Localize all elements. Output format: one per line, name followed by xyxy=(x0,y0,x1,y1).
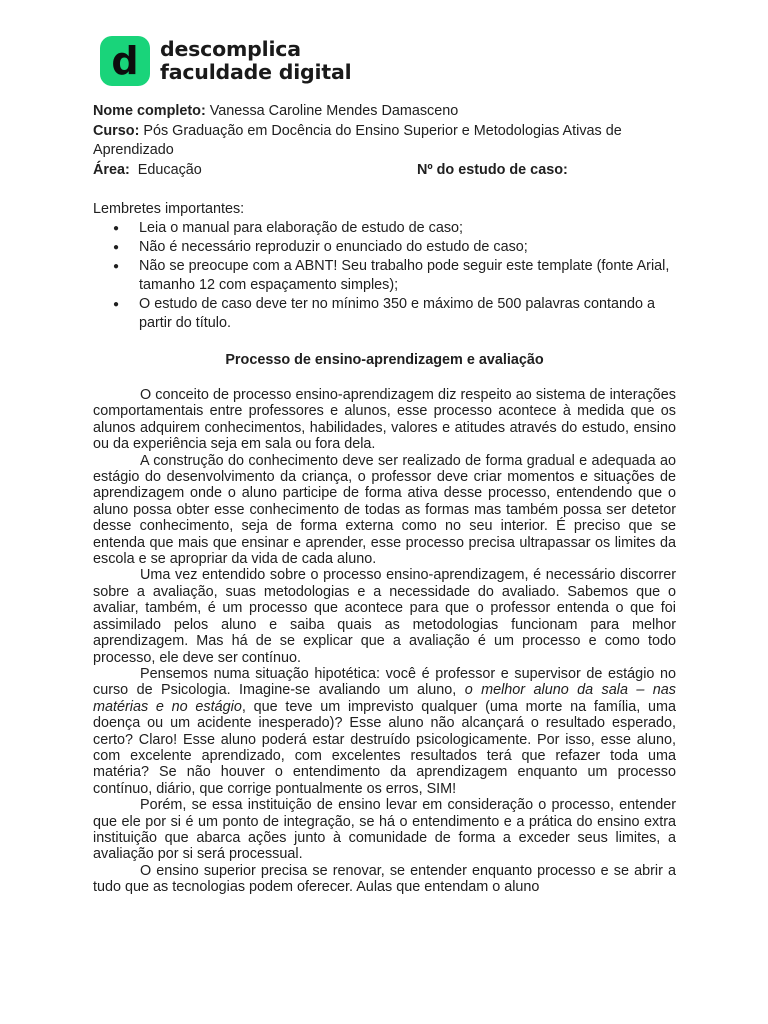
course-label: Curso: xyxy=(93,122,140,139)
case-number-field xyxy=(417,161,568,181)
paragraph-italic-text: o melhor aluno da sala – nas matérias e no estágio xyxy=(93,682,676,715)
paragraph: A construção do conhecimento deve ser realizado de forma gradual e adequada ao estágio do desenvolvimento da criança, o professor deve criar momentos e situações de aprendizagem onde o aluno participe de forma ativa desse processo, entendendo que o aluno possa obter esse conhecimento de todas as formas mas também possa ser detetor desse conhecimento, seja de forma externa como no seu interior. É preciso que se entenda que mais que ensinar e aprender, esse processo precisa ultrapassar os limites da escola e se apropriar da vida de cada aluno. xyxy=(93,452,676,568)
paragraph: O conceito de processo ensino-aprendizagem diz respeito ao sistema de interações comportamentais entre professores e alunos, esse processo acontece à medida que os alunos adquirem conhecimentos, habilidades, valores e atitudes através do estudo, ensino ou da experiência seja em sala ou fora dela. xyxy=(93,387,676,453)
reminder-item: ● Não é necessário reproduzir o enunciado do estudo de caso; xyxy=(113,238,676,257)
name-field xyxy=(93,102,676,122)
logo-line-2: faculdade digital xyxy=(160,60,352,84)
section-title: Processo de ensino-aprendizagem e avaliação xyxy=(225,352,544,368)
logo-mark-letter: d xyxy=(111,39,139,83)
area-label: Área: xyxy=(93,161,130,178)
paragraph: Uma vez entendido sobre o processo ensino-aprendizagem, é necessário discorrer sobre a avaliação, suas metodologias e a necessidade do avaliado. Sabemos que o avaliar, também, é um processo que acontece para que o professor entenda o que foi assimilado pelos aluno e saiba quais as metodologias funcionam para melhor aprendizagem. Mas há de se explicar que a avaliação é um processo e como todo processo, ele deve ser contínuo. xyxy=(93,567,676,666)
paragraph: O ensino superior precisa se renovar, se entender enquanto processo e se abrir a tudo que as tecnologias podem oferecer. Aulas que entendam o aluno xyxy=(93,862,676,896)
paragraph-text: , que teve um imprevisto qualquer (uma morte na família, uma doença ou um acidente inesperado)? Esse aluno não alcançará o resultado esperado, certo? Claro! Esse aluno poderá estar destruído psicologicamente. Por isso, esse aluno, com excelente aprendizado, com excelentes resultados terá que refazer toda uma matéria? Se não houver o entendimento da aprendizagem enquanto um processo contínuo, diário, que corrige pontualmente os erros, SIM! xyxy=(93,698,676,797)
reminder-item: ● Não se preocupe com a ABNT! Seu trabalho pode seguir este template (fonte Arial, tamanho 12 com espaçamento simples); xyxy=(113,257,676,295)
logo-line-1: descomplica xyxy=(160,37,301,61)
paragraph: Porém, se essa instituição de ensino levar em consideração o processo, entender que ele por si é um ponto de integração, se há o entendimento e a prática do ensino extra instituição que abarca ações junto à comunidade de forma a exceder seus limites, a avaliação por si será processual. xyxy=(93,797,676,863)
document-content xyxy=(93,102,676,896)
logo-wordmark xyxy=(160,38,351,84)
paragraph xyxy=(93,666,676,797)
case-number-label: Nº do estudo de caso: xyxy=(417,161,568,178)
area-field xyxy=(93,161,417,181)
name-label: Nome completo: xyxy=(93,103,206,119)
area-value: Educação xyxy=(137,161,202,178)
descomplica-logo xyxy=(100,36,351,86)
reminders-list xyxy=(93,219,676,333)
area-row xyxy=(93,161,676,181)
name-value: Vanessa Caroline Mendes Damasceno xyxy=(209,103,459,119)
course-field xyxy=(93,122,676,161)
reminder-item: ● Leia o manual para elaboração de estudo de caso; xyxy=(113,219,676,238)
descomplica-d-logo-icon xyxy=(100,36,150,86)
reminders-title: Lembretes importantes: xyxy=(93,201,245,217)
paragraph-text: Pensemos numa situação hipotética: você é professor e supervisor de estágio no curso de Psicologia. Imagine-se avaliando um aluno, xyxy=(93,665,676,699)
reminder-item: ● O estudo de caso deve ter no mínimo 350 e máximo de 500 palavras contando a partir do título. xyxy=(113,295,676,333)
course-value: Pós Graduação em Docência do Ensino Superior e Metodologias Ativas de Aprendizado xyxy=(93,122,622,158)
essay-body xyxy=(93,387,676,896)
